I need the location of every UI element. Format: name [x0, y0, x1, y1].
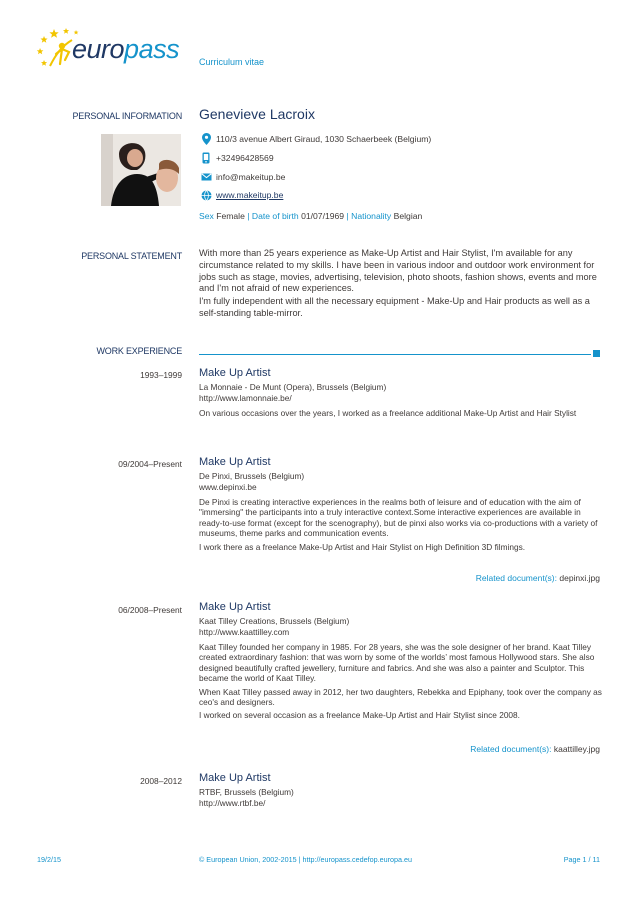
related-documents — [470, 744, 600, 754]
sex-value: Female — [216, 211, 245, 221]
job-url[interactable]: www.depinxi.be — [199, 481, 257, 492]
envelope-icon — [199, 173, 213, 181]
job-dates: 06/2008–Present — [118, 605, 182, 615]
footer-page-number: Page 1 / 11 — [563, 855, 600, 864]
related-label: Related document(s): — [475, 573, 557, 583]
statement-paragraph: With more than 25 years experience as Make-Up Artist and Hair Stylist, I'm available for any circumstance related to my skills. I have been in various indoor and outdoor work environment for jobs such as stage, movies, advertising, television, photo shoots, fashion shows, events and more and I'm not afraid of new experiences. — [199, 248, 597, 294]
job-dates: 1993–1999 — [140, 370, 182, 380]
section-personal-statement: PERSONAL STATEMENT — [81, 251, 182, 261]
statement-block — [199, 248, 607, 320]
section-work-experience: WORK EXPERIENCE — [96, 346, 182, 356]
dob-value: 01/07/1969 — [301, 211, 345, 221]
job-title: Make Up Artist — [199, 367, 271, 379]
nationality-value: Belgian — [393, 211, 423, 221]
brand-wordmark — [72, 34, 179, 64]
job-url[interactable]: http://www.rtbf.be/ — [199, 797, 266, 808]
website-row — [199, 188, 283, 202]
job-employer: La Monnaie - De Munt (Opera), Brussels (Belgium) — [199, 382, 387, 392]
job-employer: Kaat Tilley Creations, Brussels (Belgium) — [199, 616, 350, 626]
job-employer: De Pinxi, Brussels (Belgium) — [199, 471, 305, 481]
job-description: When Kaat Tilley passed away in 2012, her two daughters, Rebekka and Epiphany, took over the company as ceo's and designers. — [199, 686, 602, 708]
email-link[interactable]: info@makeitup.be — [216, 172, 286, 182]
profile-photo-image — [101, 134, 181, 206]
phone-row — [199, 151, 274, 165]
job-title: Make Up Artist — [199, 772, 271, 784]
job-entry — [199, 456, 604, 552]
website-link[interactable]: www.makeitup.be — [216, 190, 284, 200]
separator: | — [346, 211, 349, 221]
job-description: Kaat Tilley founded her company in 1985. For 28 years, she was the sole designer of her brand. Kaat Tilley created extraordinary fashion: that was worn by some of the worlds’ most famous Hollywood stars. She also designed beautifully crafted jewellery, furniture and fabrics. And she was also a painter and Sculptor. This became the world of Kaat Tilley. — [199, 642, 595, 684]
job-url[interactable]: http://www.lamonnaie.be/ — [199, 392, 292, 403]
person-name: Genevieve Lacroix — [199, 106, 315, 122]
job-entry — [199, 367, 604, 418]
profile-photo — [101, 134, 181, 206]
related-documents — [476, 573, 600, 583]
nationality-label: Nationality — [351, 211, 392, 221]
doc-title: Curriculum vitae — [199, 57, 265, 67]
related-file-link[interactable]: kaattilley.jpg — [553, 744, 600, 754]
personal-details-line — [199, 211, 422, 221]
job-description: I work there as a freelance Make-Up Artist and Hair Stylist on High Definition 3D filmings. — [199, 541, 526, 552]
section-personal-information: PERSONAL INFORMATION — [72, 111, 182, 121]
related-file-link[interactable]: depinxi.jpg — [559, 573, 600, 583]
section-divider — [199, 354, 591, 355]
job-title: Make Up Artist — [199, 456, 271, 468]
email-row — [199, 170, 285, 184]
job-entry — [199, 601, 604, 721]
footer-copyright: © European Union, 2002-2015 | http://europass.cedefop.europa.eu — [199, 855, 412, 864]
section-divider-square — [593, 350, 600, 357]
job-employer: RTBF, Brussels (Belgium) — [199, 787, 294, 797]
address-text: 110/3 avenue Albert Giraud, 1030 Schaerbeek (Belgium) — [216, 134, 432, 144]
separator: | — [247, 211, 250, 221]
job-url[interactable]: http://www.kaattilley.com — [199, 626, 290, 637]
job-entry — [199, 772, 604, 808]
related-label: Related document(s): — [470, 744, 552, 754]
statement-paragraph: I'm fully independent with all the necessary equipment - Make-Up and Hair products as well as a self-standing table-mirror. — [199, 296, 590, 318]
globe-icon — [199, 190, 213, 201]
job-description: I worked on several occasion as a freelance Make-Up Artist and Hair Stylist since 2008. — [199, 710, 520, 721]
job-title: Make Up Artist — [199, 601, 271, 613]
sex-label: Sex — [199, 211, 214, 221]
job-description: On various occasions over the years, I worked as a freelance additional Make-Up Artist and Hair Stylist — [199, 408, 577, 418]
location-pin-icon — [199, 133, 213, 145]
job-dates: 09/2004–Present — [118, 459, 182, 469]
job-dates: 2008–2012 — [140, 776, 182, 786]
brand-suffix: pass — [124, 34, 180, 64]
address-row — [199, 132, 431, 146]
mobile-phone-icon — [199, 152, 213, 164]
europass-logo — [36, 24, 186, 74]
footer-date: 19/2/15 — [37, 855, 61, 864]
brand-prefix: euro — [72, 34, 125, 64]
phone-text: +32496428569 — [216, 153, 274, 163]
dob-label: Date of birth — [251, 211, 299, 221]
job-description: De Pinxi is creating interactive experiences in the realms both of leisure and of education with the aim of "immersing" the participants into a truly interactive context.Some interactive experiences are available in ready-to-use format (except for the scenography), but de pinxi also works via co-productions with a variety of museums, theme parks and communication events. — [199, 497, 598, 539]
